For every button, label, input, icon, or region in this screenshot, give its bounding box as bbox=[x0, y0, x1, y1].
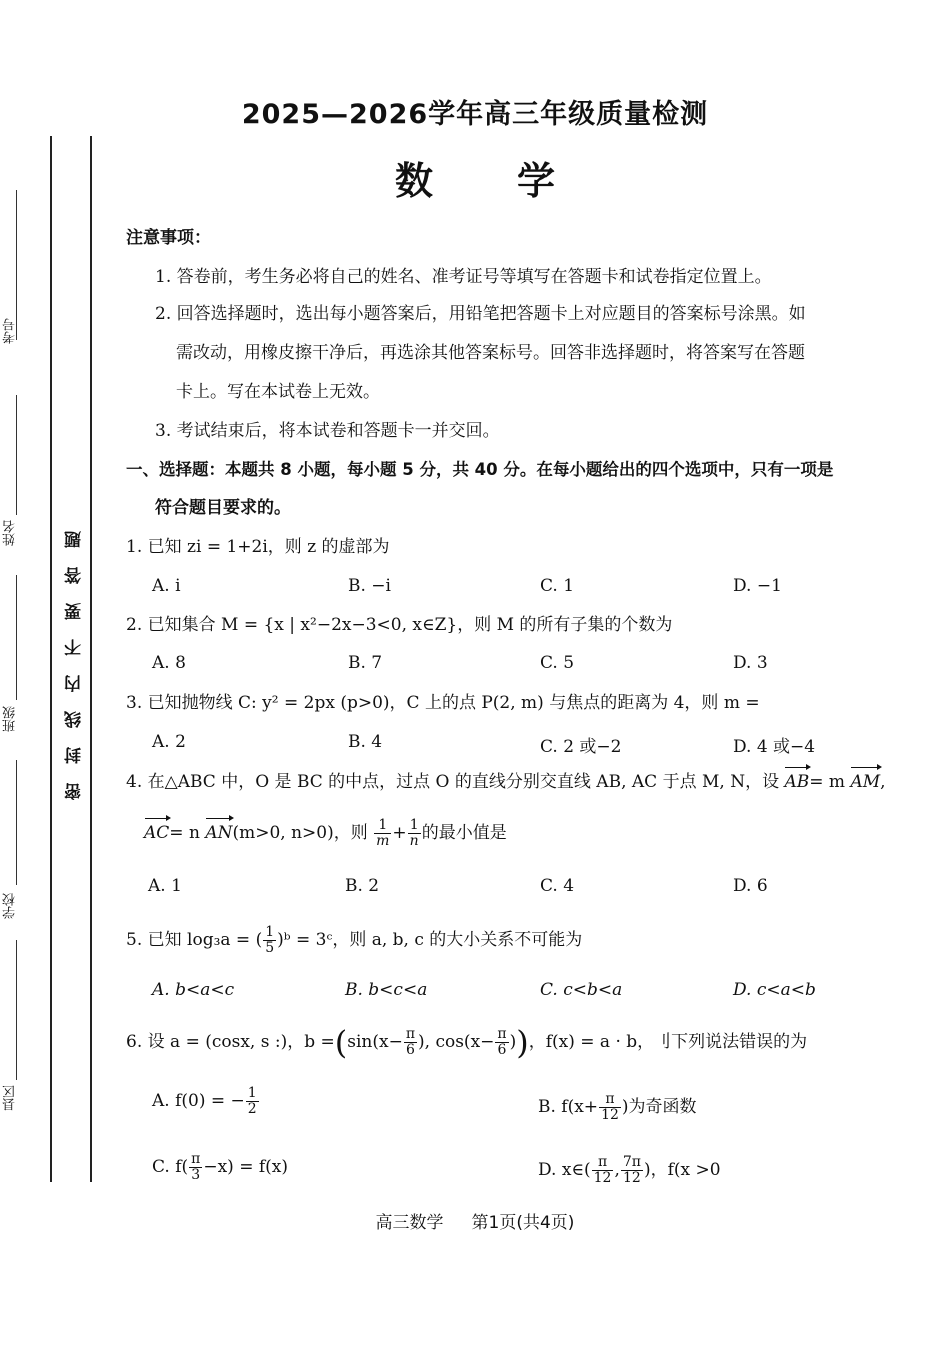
q6-d-fraction-2: $\frac{7\pi}{12}$ bbox=[622, 1154, 641, 1186]
q4-plus: + bbox=[392, 823, 407, 843]
blank-line-xianqu bbox=[16, 940, 17, 1080]
section-heading-cont: 符合题目要求的。 bbox=[155, 498, 291, 518]
label-xianqu: 县区 bbox=[3, 1085, 18, 1111]
q6-option-d: D. x∈( $\frac{\pi}{12}$ , $\frac{7\pi}{12}$ )，f(x >0 bbox=[538, 1154, 721, 1186]
q4-fraction-1: $\frac{1}{m}$ bbox=[376, 817, 390, 849]
vector-am: AM bbox=[850, 772, 881, 792]
q6-d-fraction-1: $\frac{\pi}{12}$ bbox=[593, 1154, 612, 1186]
q4-stem-line2 bbox=[144, 818, 507, 849]
footer-subject: 高三数学 bbox=[375, 1213, 444, 1233]
notice-item-2: 2. 回答选择题时，选出每小题答案后，用铅笔把答题卡上对应题目的答案标号涂黑。如 bbox=[155, 304, 806, 324]
q5-stem-a: 5. 已知 log₃a = ( bbox=[126, 930, 263, 950]
notice-item-3: 3. 考试结束后，将本试卷和答题卡一并交回。 bbox=[155, 421, 500, 441]
q3-option-d: D. 4 或−4 bbox=[733, 737, 816, 757]
q6-close: ) bbox=[509, 1032, 517, 1052]
q4-eq-n: = n bbox=[169, 823, 200, 843]
q4-fraction-2: $\frac{1}{n}$ bbox=[409, 817, 419, 849]
seal-warning: 密封线内不要答题 bbox=[65, 512, 85, 800]
q6-option-c: C. f( $\frac{\pi}{3}$ −x) = f(x) bbox=[152, 1151, 289, 1183]
q4-eq-m: = m bbox=[809, 772, 846, 792]
q4-option-b: B. 2 bbox=[345, 876, 380, 896]
q4-stem-line1: 4. 在△ABC 中，O 是 BC 的中点，过点 O 的直线分别交直线 AB, AC 于点 M, N，设 AB= m AM, bbox=[126, 772, 886, 792]
label-kaohao: 考号 bbox=[3, 318, 18, 344]
notice-item-2-cont: 需改动，用橡皮擦干净后，再选涂其他答案标号。回答非选择题时，将答案写在答题 bbox=[176, 343, 805, 363]
vector-ab: AB bbox=[784, 772, 810, 792]
q4-option-c: C. 4 bbox=[540, 876, 575, 896]
q1-option-d: D. −1 bbox=[733, 576, 782, 596]
q5-stem-b: )ᵇ = 3ᶜ，则 a, b, c 的大小关系不可能为 bbox=[277, 930, 583, 950]
q2-stem: 2. 已知集合 M = {x | x²−2x−3<0, x∈Z}，则 M 的所有子集的个数为 bbox=[126, 615, 673, 635]
vector-ac: AC bbox=[144, 823, 170, 843]
binding-line-outer bbox=[50, 136, 52, 1182]
q5-option-a: A. b<a<c bbox=[152, 980, 235, 1000]
q3-option-a: A. 2 bbox=[152, 732, 186, 752]
q2-option-d: D. 3 bbox=[733, 653, 768, 673]
q4-stem-a: 4. 在△ABC 中，O 是 BC 的中点，过点 O 的直线分别交直线 AB, AC 于点 M, N，设 bbox=[126, 772, 780, 792]
q4-option-d: D. 6 bbox=[733, 876, 768, 896]
binding-line-inner bbox=[90, 136, 92, 1182]
q6-stem: 6. 设 a = (cosx, s :)，b =(sin(x− $\frac{\pi}{6}$ ), cos(x− $\frac{\pi}{6}$ ))，f(x) = a · b，刂下列说法错误的为 bbox=[126, 1023, 808, 1062]
q3-stem: 3. 已知抛物线 C: y² = 2px (p>0)，C 上的点 P(2, m) 与焦点的距离为 4，则 m = bbox=[126, 693, 760, 713]
q4-option-a: A. 1 bbox=[148, 876, 182, 896]
blank-line-banji bbox=[16, 575, 17, 700]
notice-item-2-cont2: 卡上。写在本试卷上无效。 bbox=[176, 382, 380, 402]
q1-option-a: A. i bbox=[152, 576, 181, 596]
label-banji: 班级 bbox=[3, 706, 18, 732]
subject-char-1: 数 bbox=[394, 159, 433, 203]
page-footer bbox=[0, 1208, 950, 1233]
blank-line-xingming bbox=[16, 395, 17, 515]
q6-stem-b: ，f(x) = a · b，刂下列说法错误的为 bbox=[528, 1032, 808, 1052]
footer-page-number: 第1页(共4页) bbox=[471, 1213, 575, 1233]
q6-b-fraction: $\frac{\pi}{12}$ bbox=[601, 1091, 619, 1123]
q6-stem-a: 6. 设 a = (cosx, s :)，b = bbox=[126, 1032, 335, 1052]
q6-option-b: B. f(x+ $\frac{\pi}{12}$ )为奇函数 bbox=[538, 1091, 697, 1123]
q5-option-d: D. c<a<b bbox=[733, 980, 816, 1000]
q5-option-b: B. b<c<a bbox=[345, 980, 428, 1000]
q3-option-b: B. 4 bbox=[348, 732, 383, 752]
q6-c-fraction: $\frac{\pi}{3}$ bbox=[191, 1151, 201, 1183]
q6-sin: sin(x− bbox=[347, 1032, 403, 1052]
subject-char-2: 学 bbox=[517, 159, 556, 203]
q6-fraction-2: $\frac{\pi}{6}$ bbox=[497, 1026, 507, 1058]
q5-option-c: C. c<b<a bbox=[540, 980, 623, 1000]
q4-tail: 的最小值是 bbox=[421, 823, 507, 843]
q1-stem: 1. 已知 zi = 1+2i，则 z 的虚部为 bbox=[126, 537, 390, 557]
q6-a-fraction: $\frac{1}{2}$ bbox=[247, 1085, 257, 1117]
q6-option-a: A. f(0) = − $\frac{1}{2}$ bbox=[152, 1085, 257, 1117]
q6-fraction-1: $\frac{\pi}{6}$ bbox=[405, 1026, 416, 1058]
q2-option-c: C. 5 bbox=[540, 653, 575, 673]
q1-option-c: C. 1 bbox=[540, 576, 575, 596]
exam-title: 2025—2026学年高三年级质量检测 bbox=[241, 99, 709, 130]
subject-title bbox=[0, 150, 950, 205]
q3-option-c: C. 2 或−2 bbox=[540, 737, 622, 757]
label-xuexiao: 学校 bbox=[3, 893, 18, 919]
vector-an: AN bbox=[205, 823, 233, 843]
notice-heading: 注意事项： bbox=[126, 228, 211, 248]
notice-item-1: 1. 答卷前，考生务必将自己的姓名、准考证号等填写在答题卡和试卷指定位置上。 bbox=[155, 267, 772, 287]
blank-line-xuexiao bbox=[16, 760, 17, 885]
q6-cos: ), cos(x− bbox=[418, 1032, 495, 1052]
q1-option-b: B. −i bbox=[348, 576, 391, 596]
q2-option-a: A. 8 bbox=[152, 653, 186, 673]
label-xingming: 姓名 bbox=[3, 520, 18, 546]
q2-option-b: B. 7 bbox=[348, 653, 383, 673]
q4-cond: (m>0, n>0)，则 bbox=[232, 823, 368, 843]
section-heading: 一、选择题：本题共 8 小题，每小题 5 分，共 40 分。在每小题给出的四个选项中，只有一项是 bbox=[126, 460, 834, 479]
q5-fraction: $\frac{1}{5}$ bbox=[265, 924, 275, 956]
q5-stem bbox=[126, 925, 582, 956]
